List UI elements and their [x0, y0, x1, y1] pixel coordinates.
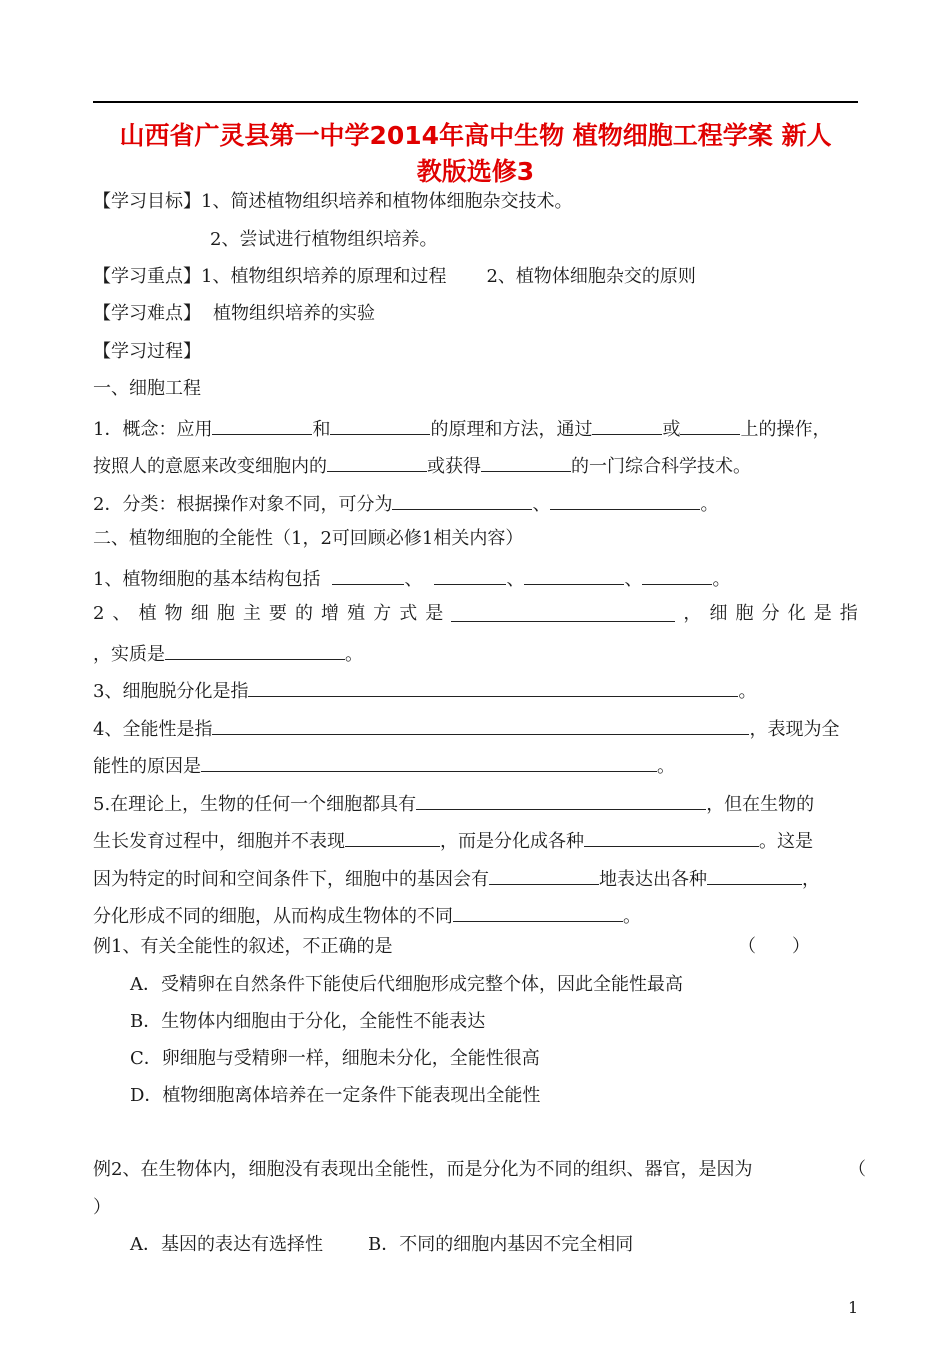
document-title-line-1: 山西省广灵县第一中学2014年高中生物 植物细胞工程学案 新人	[119, 121, 832, 150]
q5-blank-3[interactable]	[584, 827, 759, 847]
q5-blank-2[interactable]	[345, 827, 440, 847]
section-2-heading: 二、植物细胞的全能性（1，2可回顾必修1相关内容）	[93, 528, 524, 549]
example-1-answer-paren[interactable]: （ ）	[738, 936, 810, 957]
section-1-heading: 一、细胞工程	[93, 378, 201, 399]
concept-blank-2[interactable]	[330, 415, 430, 435]
question-4-line-2	[93, 752, 675, 779]
q5-text-j: 。	[623, 906, 641, 927]
q1-blank-2[interactable]	[434, 565, 506, 585]
q2-char: 物	[164, 603, 183, 624]
question-2-line-2	[93, 640, 363, 667]
concept-text-b: 和	[312, 419, 331, 440]
classify-blank-1[interactable]	[392, 490, 532, 510]
q5-text-c: 生长发育过程中，细胞并不表现	[93, 831, 345, 852]
classify-blank-2[interactable]	[550, 490, 700, 510]
question-3-line	[93, 677, 756, 704]
header-rule	[93, 101, 858, 103]
concept-text-d: 或	[662, 419, 681, 440]
example-1-option-c[interactable]: C．卵细胞与受精卵一样，细胞未分化，全能性很高	[130, 1048, 540, 1069]
q5-text-d: ，而是分化成各种	[440, 831, 584, 852]
example-2-paren-close[interactable]: ）	[93, 1197, 111, 1218]
question-5-line-3	[93, 865, 820, 892]
q4-text-c: 能性的原因是	[93, 756, 201, 777]
q2-char: 细	[190, 603, 209, 624]
q5-text-e: 。这是	[759, 831, 813, 852]
key-points-label: 【学习重点】	[93, 266, 201, 287]
concept2-blank-2[interactable]	[481, 452, 571, 472]
concept2-blank-1[interactable]	[327, 452, 427, 472]
q1-end: 。	[712, 569, 731, 590]
example-2-option-a[interactable]: A．基因的表达有选择性	[130, 1234, 323, 1255]
concept2-text-a: 按照人的意愿来改变细胞内的	[93, 456, 327, 477]
q3-text: 3、细胞脱分化是指	[93, 681, 249, 702]
example-1-option-b[interactable]: B．生物体内细胞由于分化，全能性不能表达	[130, 1011, 486, 1032]
difficulty-text: 植物组织培养的实验	[213, 303, 375, 324]
q5-text-h: ，	[802, 869, 820, 890]
example-2-paren-open[interactable]: （	[848, 1159, 866, 1180]
question-5-line-2	[93, 827, 813, 854]
q1-sep-1: 、	[404, 569, 423, 590]
q5-text-b: ，但在生物的	[706, 794, 815, 815]
q1-blank-3[interactable]	[524, 565, 624, 585]
q2-char: 式	[399, 603, 418, 624]
q2-char: 主	[242, 603, 261, 624]
difficulty-label: 【学习难点】	[93, 303, 201, 324]
q2-char: 2	[93, 603, 105, 624]
q2-char: 的	[294, 603, 313, 624]
q5-blank-5[interactable]	[707, 865, 802, 885]
example-1-option-d[interactable]: D．植物细胞离体培养在一定条件下能表现出全能性	[130, 1085, 541, 1106]
difficulty-line	[93, 302, 375, 326]
page-number: 1	[848, 1298, 859, 1317]
q4-end: 。	[657, 756, 675, 777]
example-1-option-a[interactable]: A．受精卵在自然条件下能使后代细胞形成完整个体，因此全能性最高	[130, 974, 683, 995]
key-point-1: 1、植物组织培养的原理和过程	[201, 266, 447, 287]
q5-blank-4[interactable]	[489, 865, 599, 885]
question-2-line-1	[93, 602, 858, 626]
q5-text-i: 分化形成不同的细胞，从而构成生物体的不同	[93, 906, 453, 927]
q3-blank[interactable]	[248, 677, 738, 697]
q1-text: 1、植物细胞的基本结构包括	[93, 569, 321, 590]
q2-char: 、	[112, 603, 131, 624]
concept-line-1	[93, 415, 830, 442]
q3-end: 。	[738, 681, 757, 702]
concept-blank-4[interactable]	[680, 415, 740, 435]
concept-text-a: 1．概念：应用	[93, 419, 213, 440]
q2-end: 。	[345, 644, 363, 665]
objective-2: 2、尝试进行植物组织培养。	[210, 229, 438, 250]
q2-char: 化	[787, 603, 806, 624]
objectives-label: 【学习目标】	[93, 191, 201, 212]
objective-1: 1、简述植物组织培养和植物体细胞杂交技术。	[201, 191, 573, 212]
concept2-text-b: 或获得	[427, 456, 481, 477]
question-5-line-4	[93, 902, 641, 929]
q4-text-a: 4、全能性是指	[93, 719, 213, 740]
example-1-stem: 例1、有关全能性的叙述，不正确的是	[93, 936, 393, 957]
q5-text-f: 因为特定的时间和空间条件下，细胞中的基因会有	[93, 869, 489, 890]
objectives-line-1	[93, 190, 572, 214]
q1-blank-4[interactable]	[642, 565, 712, 585]
document-title-line-2: 教版选修3	[416, 157, 535, 186]
q2-char: 要	[268, 603, 287, 624]
q2-char: 是	[813, 603, 832, 624]
q5-blank-6[interactable]	[453, 902, 623, 922]
q2-char: 指	[839, 603, 858, 624]
concept2-text-c: 的一门综合科学技术。	[571, 456, 751, 477]
key-point-2: 2、植物体细胞杂交的原则	[486, 266, 696, 287]
example-2-option-b[interactable]: B．不同的细胞内基因不完全相同	[368, 1234, 634, 1255]
q2-char: 增	[321, 603, 340, 624]
question-5-line-1	[93, 790, 814, 817]
concept-blank-1[interactable]	[212, 415, 312, 435]
q1-sep-3: 、	[624, 569, 643, 590]
q2-char: 是	[425, 603, 444, 624]
classify-end: 。	[700, 494, 719, 515]
q4-blank-1[interactable]	[212, 715, 749, 735]
q4-blank-2[interactable]	[201, 752, 657, 772]
q2-blank-2[interactable]	[165, 640, 345, 660]
concept-line-2	[93, 452, 751, 479]
q5-text-a: 5.在理论上，生物的任何一个细胞都具有	[93, 794, 417, 815]
concept-text-e: 上的操作，	[740, 419, 831, 440]
q2-char: 植	[138, 603, 157, 624]
question-4-line-1	[93, 715, 839, 742]
classify-text-a: 2．分类：根据操作对象不同，可分为	[93, 494, 393, 515]
q2-char: 分	[761, 603, 780, 624]
q2-char: 胞	[735, 603, 754, 624]
q2-char: 殖	[347, 603, 366, 624]
question-1-line	[93, 565, 730, 592]
concept-blank-3[interactable]	[592, 415, 662, 435]
q1-blank-1[interactable]	[332, 565, 404, 585]
example-2-options-line	[130, 1233, 633, 1257]
q2-char: 方	[373, 603, 392, 624]
q2-char: 胞	[216, 603, 235, 624]
q5-blank-1[interactable]	[416, 790, 706, 810]
q5-text-g: 地表达出各种	[599, 869, 707, 890]
q2-blank-1[interactable]	[451, 602, 675, 622]
classify-line	[93, 490, 718, 517]
q2-char: 细	[709, 603, 728, 624]
example-2-stem: 例2、在生物体内，细胞没有表现出全能性，而是分化为不同的组织、器官，是因为	[93, 1159, 753, 1180]
q4-text-b: ，表现为全	[749, 719, 840, 740]
q2-comma: ，	[683, 603, 702, 624]
classify-sep: 、	[532, 494, 551, 515]
process-label: 【学习过程】	[93, 341, 201, 362]
key-points-line	[93, 265, 696, 289]
q2-essence-text: ，实质是	[93, 644, 165, 665]
concept-text-c: 的原理和方法，通过	[430, 419, 593, 440]
q1-sep-2: 、	[506, 569, 525, 590]
